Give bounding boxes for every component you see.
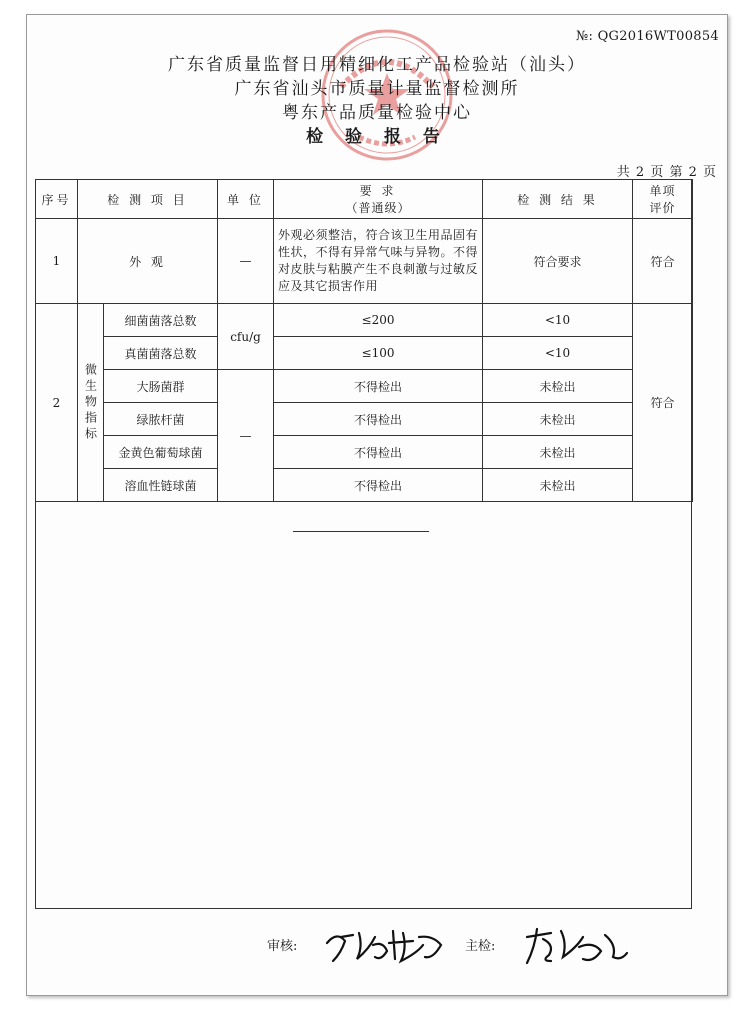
micro-item-requirement: 不得检出 [274,436,483,469]
micro-item-name: 大肠菌群 [104,370,218,403]
header-verdict [633,180,693,219]
micro-item-requirement: ≤200 [274,304,483,337]
micro-item-name: 溶血性链球菌 [104,469,218,502]
header-requirement [274,180,483,219]
row1-item: 外 观 [78,219,218,304]
micro-item-result: 未检出 [483,370,633,403]
inspector-signature-icon [521,923,631,967]
report-titles [27,53,727,149]
micro-item-name: 绿脓杆菌 [104,403,218,436]
micro-item-result: 未检出 [483,469,633,502]
row1-requirement: 外观必须整洁，符合该卫生用品固有性状，不得有异常气味与异物。不得对皮肤与粘膜产生不良刺激与过敏反应及其它损害作用 [274,219,483,304]
micro-item-name: 金黄色葡萄球菌 [104,436,218,469]
row2-unit-dash: — [218,370,274,502]
header-req-line2: （普通级） [345,201,411,215]
header-req-line1: 要 求 [359,184,397,198]
reviewer-label: 审核: [267,939,298,954]
row2-no: 2 [36,304,78,502]
title-line-2: 广东省汕头市质量计量监督检测所 [234,79,520,99]
header-item: 检 测 项 目 [78,180,218,219]
row1-no: 1 [36,219,78,304]
row2-unit-cfu: cfu/g [218,304,274,370]
row1-result: 符合要求 [483,219,633,304]
micro-item-result: <10 [483,304,633,337]
table-row [36,370,693,403]
header-verdict-line2: 评价 [649,201,676,215]
micro-item-result: <10 [483,337,633,370]
row1-unit: — [218,219,274,304]
micro-item-name: 细菌菌落总数 [104,304,218,337]
table-row [36,469,693,502]
end-rule-divider [293,531,429,532]
reviewer-signature-icon [323,923,453,967]
table-header-row [36,180,693,219]
micro-item-result: 未检出 [483,403,633,436]
document-number: №: QG2016WT00854 [575,29,719,44]
micro-item-result: 未检出 [483,436,633,469]
table-row [36,304,693,337]
title-line-4: 检 验 报 告 [306,127,448,147]
row1-verdict: 符合 [633,219,693,304]
header-result: 检 测 结 果 [483,180,633,219]
row2-verdict: 符合 [633,304,693,502]
row2-group [78,304,104,502]
micro-item-requirement: 不得检出 [274,469,483,502]
header-no: 序号 [36,180,78,219]
table-row [36,403,693,436]
signature-row [27,923,727,973]
title-line-1: 广东省质量监督日用精细化工产品检验站（汕头） [168,55,586,75]
micro-item-name: 真菌菌落总数 [104,337,218,370]
row2-group-label: 微生物指标 [83,362,98,443]
micro-item-requirement: 不得检出 [274,403,483,436]
micro-item-requirement: ≤100 [274,337,483,370]
table-row [36,337,693,370]
table-row [36,436,693,469]
page-info: 共 2 页 第 2 页 [616,165,717,180]
title-line-3: 粤东产品质量检验中心 [282,103,472,123]
table-row [36,219,693,304]
report-page [26,14,728,996]
results-table [35,179,693,502]
micro-item-requirement: 不得检出 [274,370,483,403]
inspector-label: 主检: [465,939,496,954]
header-verdict-line1: 单项 [649,184,676,198]
header-unit: 单 位 [218,180,274,219]
